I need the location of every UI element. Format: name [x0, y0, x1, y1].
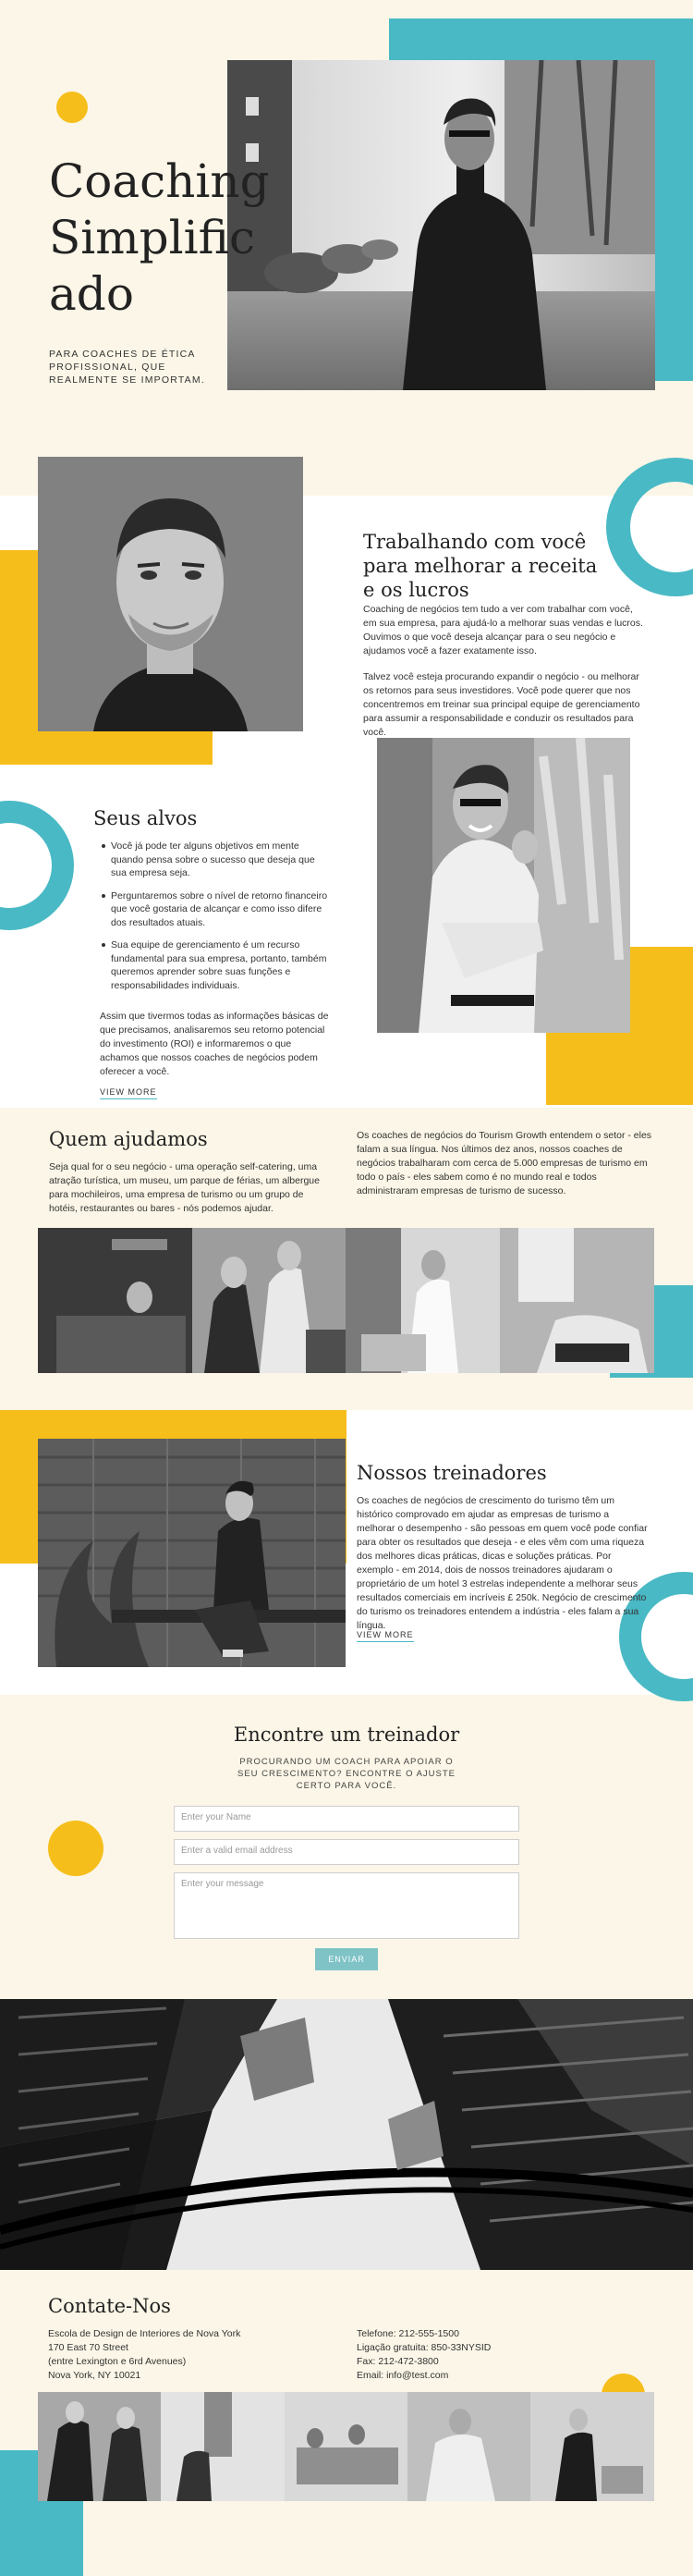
who-paragraph-right: Os coaches de negócios do Tourism Growth entendem o setor - eles falam a sua língua. Nos últimos dez anos, nossos coaches de negócios trabalharam com cerca de 5.000 empresas de turismo em todo o país - eles sabem como é no mundo real e todos administraram empresas de turismo de sucesso. [357, 1130, 652, 1196]
footer-heading: Contate-Nos [48, 2295, 171, 2317]
hero-yellow-dot [56, 92, 88, 123]
team-photo-strip [38, 2392, 654, 2501]
submit-button[interactable]: ENVIAR [315, 1948, 378, 1970]
email-field[interactable]: Enter a valid email address [174, 1839, 519, 1865]
hero-subtitle: PARA COACHES DE ÉTICA PROFISSIONAL, QUE REALMENTE SE IMPORTAM. [49, 349, 205, 386]
form-subheading: PROCURANDO UM COACH PARA APOIAR O SEU CRESCIMENTO? ENCONTRE O AJUSTE CERTO PARA VOCÊ. [237, 1757, 456, 1791]
trainers-paragraph: Os coaches de negócios de crescimento do turismo têm um histórico comprovado em ajudar as empresas de turismo a melhorar o desempenho - são pessoas em quem você pode confiar para obter os resultados que deseja - e eles vêm com uma riqueza dos melhores dicas práticas, dicas e soluções práticas. Por exemplo - em 2014, dois de nossos treinadores ajudaram o proprietário de um hotel 3 estrelas independente a melhorar seus resultados comerciais em incríveis £ 250k. Negócio de crescimento do turismo os treinadores entendem a indústria - eles falam a sua língua. [357, 1495, 648, 1631]
profit-paragraph-1: Coaching de negócios tem tudo a ver com trabalhar com você, em sua empresa, para ajudá-lo a melhorar suas vendas e lucros. Ouvimos o que você deseja alcançar para o seu negócio e ajudamos você a fazer exatamente isso. [363, 604, 643, 656]
name-field[interactable]: Enter your Name [174, 1806, 519, 1832]
form-yellow-dot [48, 1821, 103, 1876]
trainers-heading: Nossos treinadores [357, 1462, 547, 1484]
message-textarea[interactable]: Enter your message [174, 1872, 519, 1939]
goals-view-more-link[interactable]: VIEW MORE [100, 1087, 157, 1099]
photo-man-sitting-bench [38, 1439, 346, 1667]
goals-paragraph: Assim que tivermos todas as informações básicas de que precisamos, analisaremos seu retorno potencial do investimento (ROI) e informaremos o que achamos que nossos coaches de negócios podem oferecer a você. [100, 1011, 329, 1077]
who-heading: Quem ajudamos [49, 1128, 208, 1150]
profit-heading: Trabalhando com você para melhorar a receita e os lucros [363, 531, 598, 601]
footer-address: Escola de Design de Interiores de Nova York 170 East 70 Street (entre Lexington e 6rd Avenues) Nova York, NY 10021 [48, 2328, 241, 2381]
list-item: Sua equipe de gerenciamento é um recurso fundamental para sua empresa, portanto, também queremos aprender sobre suas funções e responsabilidades individuais. [100, 938, 331, 992]
profit-paragraph-2: Talvez você esteja procurando expandir o negócio - ou melhorar os retornos para seus investidores. Você pode querer que nos concentremos em treinar sua principal equipe de gerenciamento para assumir a responsabilidade e conduzir os resultados para você. [363, 671, 640, 738]
office-photo-strip [38, 1228, 654, 1373]
footer-contact-info: Telefone: 212-555-1500 Ligação gratuita: 850-33NYSID Fax: 212-472-3800 Email: info@test.com [357, 2328, 492, 2381]
portrait-photo-man [38, 457, 303, 731]
goals-heading: Seus alvos [93, 807, 198, 829]
list-item: Você já pode ter alguns objetivos em mente quando pensa sobre o sucesso que deseja que sua empresa seja. [100, 840, 331, 880]
hero-photo-man-street [227, 60, 655, 390]
form-heading: Encontre um treinador [233, 1723, 460, 1746]
hero-title: Coaching Simplific ado [49, 154, 270, 321]
goals-list [100, 840, 331, 1001]
architecture-banner-photo [0, 1999, 693, 2270]
trainers-view-more-link[interactable]: VIEW MORE [357, 1630, 414, 1642]
who-paragraph-left: Seja qual for o seu negócio - uma operação self-catering, uma atração turística, um museu, um parque de férias, um albergue para mochileiros, uma empresa de turismo ou um grupo de hotéis, restaurantes ou bares - nós podemos ajudar. [49, 1161, 320, 1214]
photo-laughing-man [377, 738, 630, 1033]
list-item: Perguntaremos sobre o nível de retorno financeiro que você gostaria de alcançar e como isso difere dos resultados atuais. [100, 889, 331, 930]
